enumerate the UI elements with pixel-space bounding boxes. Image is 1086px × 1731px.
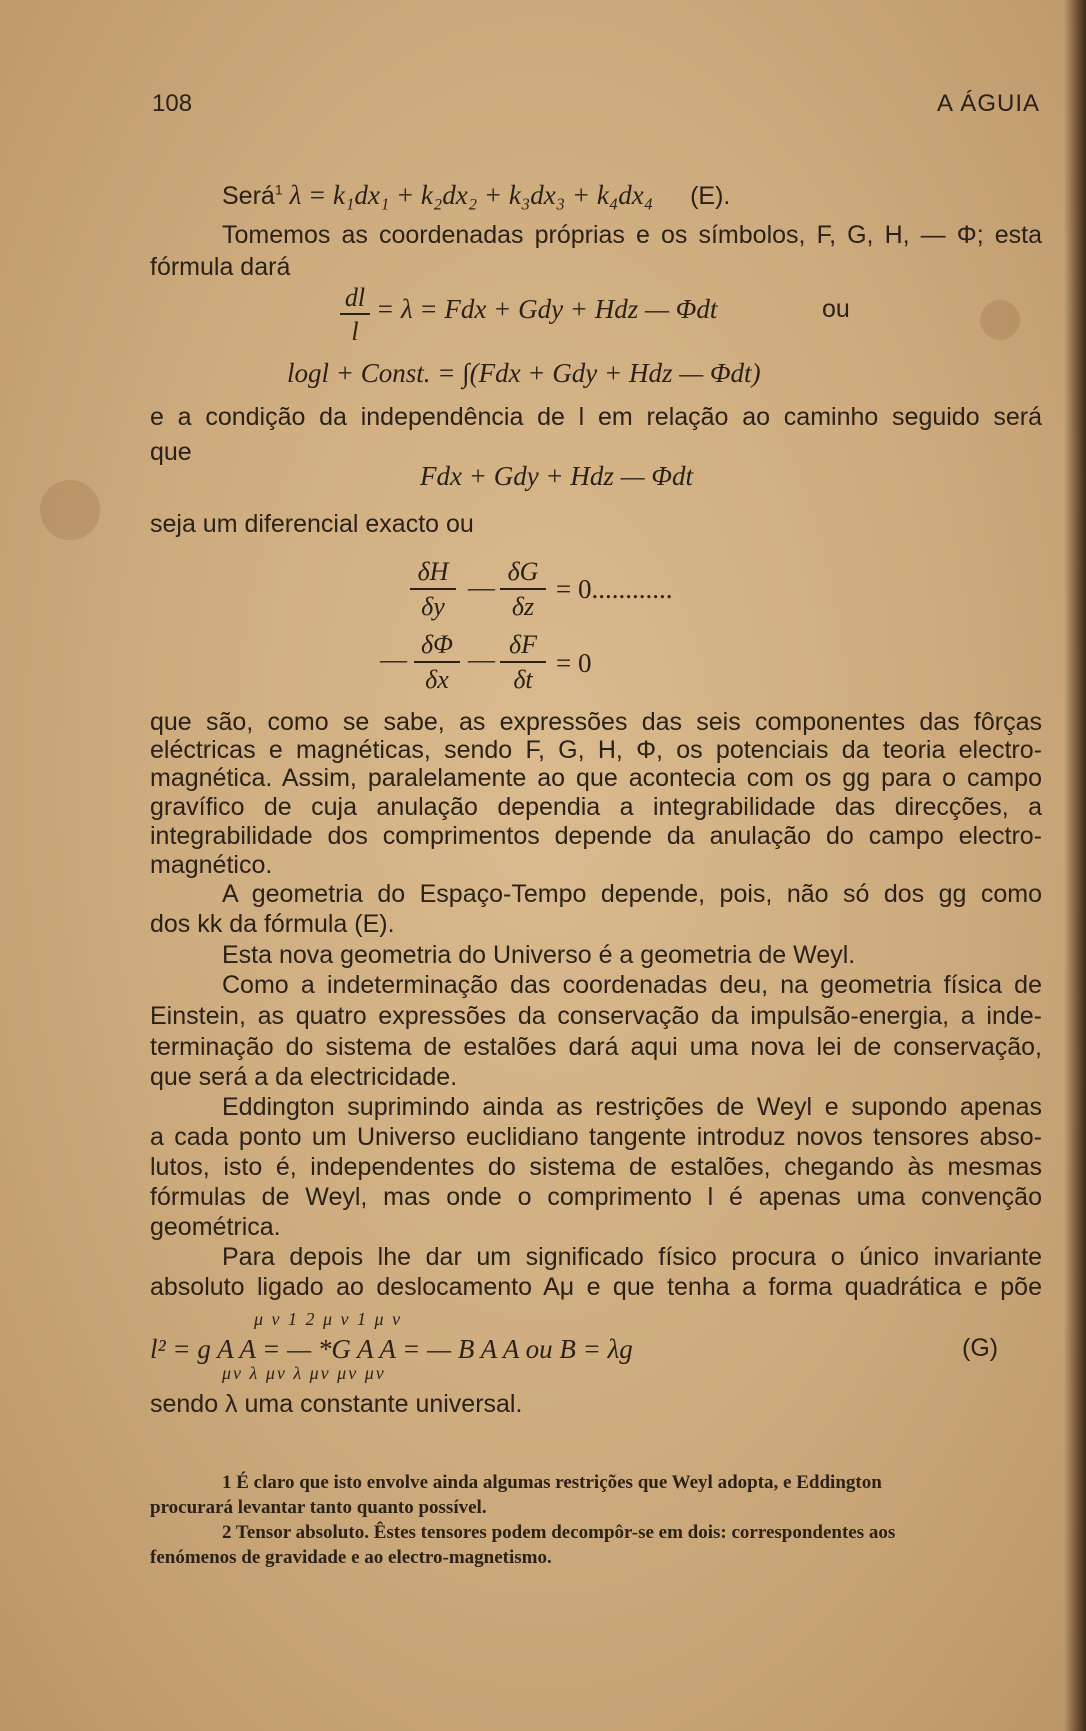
footnote-marker-1: 1 [274, 181, 283, 198]
equation-rhs: = 0 [556, 648, 592, 678]
fraction-bar [500, 661, 546, 663]
minus-sign: — [468, 572, 495, 602]
equation-log: logl + Const. = ∫(Fdx + Gdy + Hdz — Φdt) [287, 358, 761, 388]
page-number: 108 [152, 90, 193, 117]
equation-dl-suffix: ou [822, 295, 850, 323]
equation-G-subscripts: μν λ μν λ μν μν μν [222, 1363, 386, 1383]
minus-sign: — [468, 644, 495, 674]
body-line: sendo λ uma constante universal. [150, 1390, 523, 1418]
partial-denominator: δt [513, 665, 533, 694]
equation-G-formula: l² = g A A = — *G A A = — B A A ou B = λg [150, 1334, 633, 1364]
partial-numerator: δG [507, 557, 539, 586]
footnote-1-line: 1 É claro que isto envolve ainda algumas restrições que Weyl adopta, e Eddington [222, 1472, 882, 1493]
body-line: Esta nova geometria do Universo é a geometria de Weyl. [222, 941, 856, 969]
paragraph-line: Tomemos as coordenadas próprias e os símbolos, F, G, H, — Φ; esta [222, 221, 1042, 249]
partial-denominator: δz [511, 592, 535, 621]
running-title: A ÁGUIA [936, 90, 1040, 117]
body-line: Eddington suprimindo ainda as restrições de Weyl e supondo apenas [222, 1093, 1042, 1121]
paragraph-line: fórmula dará [150, 253, 291, 281]
body-line: que será a da electricidade. [150, 1063, 458, 1091]
body-line: a cada ponto um Universo euclidiano tangente introduz novos tensores abso- [150, 1123, 1042, 1151]
body-line: geométrica. [150, 1213, 281, 1241]
partial-numerator: δF [509, 630, 537, 659]
paragraph-line: que [150, 438, 192, 466]
body-line: A geometria do Espaço-Tempo depende, pois, não só dos gg como [222, 880, 1042, 908]
footnote-1-line: procurará levantar tanto quanto possível. [150, 1497, 487, 1518]
equation-E-formula: λ = k₁dx₁ + k₂dx₂ + k₃dx₃ + k₄dx₄ [289, 180, 654, 210]
body-line: Como a indeterminação das coordenadas deu, na geometria física de [222, 971, 1042, 999]
footnote-2-line: 2 Tensor absoluto. Êstes tensores podem decompôr-se em dois: correspondentes aos [222, 1522, 896, 1543]
body-line: fórmulas de Weyl, mas onde o comprimento l é apenas uma convenção [150, 1183, 1042, 1211]
fraction-numerator: dl [344, 283, 366, 312]
equation-dl-rest: = λ = Fdx + Gdy + Hdz — Φdt [376, 294, 718, 324]
body-line: terminação do sistema de estalões dará aqui uma nova lei de conservação, [150, 1033, 1042, 1061]
body-line: eléctricas e magnéticas, sendo F, G, H, Φ, os potenciais da teoria electro- [150, 736, 1042, 764]
body-line: Para depois lhe dar um significado físico procura o único invariante [222, 1243, 1042, 1271]
page-spine-shadow [1064, 0, 1086, 1731]
equation-G-superscripts: μ ν 1 2 μ ν 1 μ ν [254, 1309, 403, 1329]
equation-G-tag: (G) [962, 1334, 999, 1362]
paper-stain [980, 300, 1020, 340]
minus-sign: — [380, 644, 407, 674]
paragraph-line: seja um diferencial exacto ou [150, 510, 474, 538]
equation-rhs: = 0............ [556, 574, 673, 604]
body-line: integrabilidade dos comprimentos depende da anulação do campo electro- [150, 822, 1042, 850]
fraction-denominator: l [351, 317, 359, 346]
equation-E-lead: Será [222, 182, 275, 210]
fraction-bar [410, 588, 456, 590]
body-line: magnética. Assim, paralelamente ao que acontecia com os gg para o campo [150, 764, 1042, 792]
body-line: que são, como se sabe, as expressões das seis componentes das fôrças [150, 708, 1042, 736]
fraction-bar [340, 313, 370, 315]
paragraph-line: e a condição da independência de l em relação ao caminho seguido será [150, 403, 1042, 431]
equation-E [222, 182, 730, 209]
body-line: absoluto ligado ao deslocamento Aμ e que tenha a forma quadrática e põe [150, 1273, 1042, 1301]
body-line: lutos, isto é, independentes do sistema de estalões, chegando às mesmas [150, 1153, 1042, 1181]
body-line: dos kk da fórmula (E). [150, 910, 395, 938]
paper-stain [40, 480, 100, 540]
partial-numerator: δΦ [421, 630, 453, 659]
partial-numerator: δH [417, 557, 449, 586]
body-line: gravífico de cuja anulação dependia a integrabilidade das direcções, a [150, 793, 1042, 821]
partial-denominator: δy [421, 592, 445, 621]
partial-denominator: δx [425, 665, 449, 694]
equation-differential: Fdx + Gdy + Hdz — Φdt [420, 461, 693, 491]
body-line: magnético. [150, 851, 273, 879]
footnote-2-line: fenómenos de gravidade e ao electro-magnetismo. [150, 1547, 552, 1568]
equation-E-tag: (E). [690, 182, 731, 210]
body-line: Einstein, as quatro expressões da conservação da impulsão-energia, a inde- [150, 1002, 1042, 1030]
fraction-bar [500, 588, 546, 590]
fraction-bar [414, 661, 460, 663]
